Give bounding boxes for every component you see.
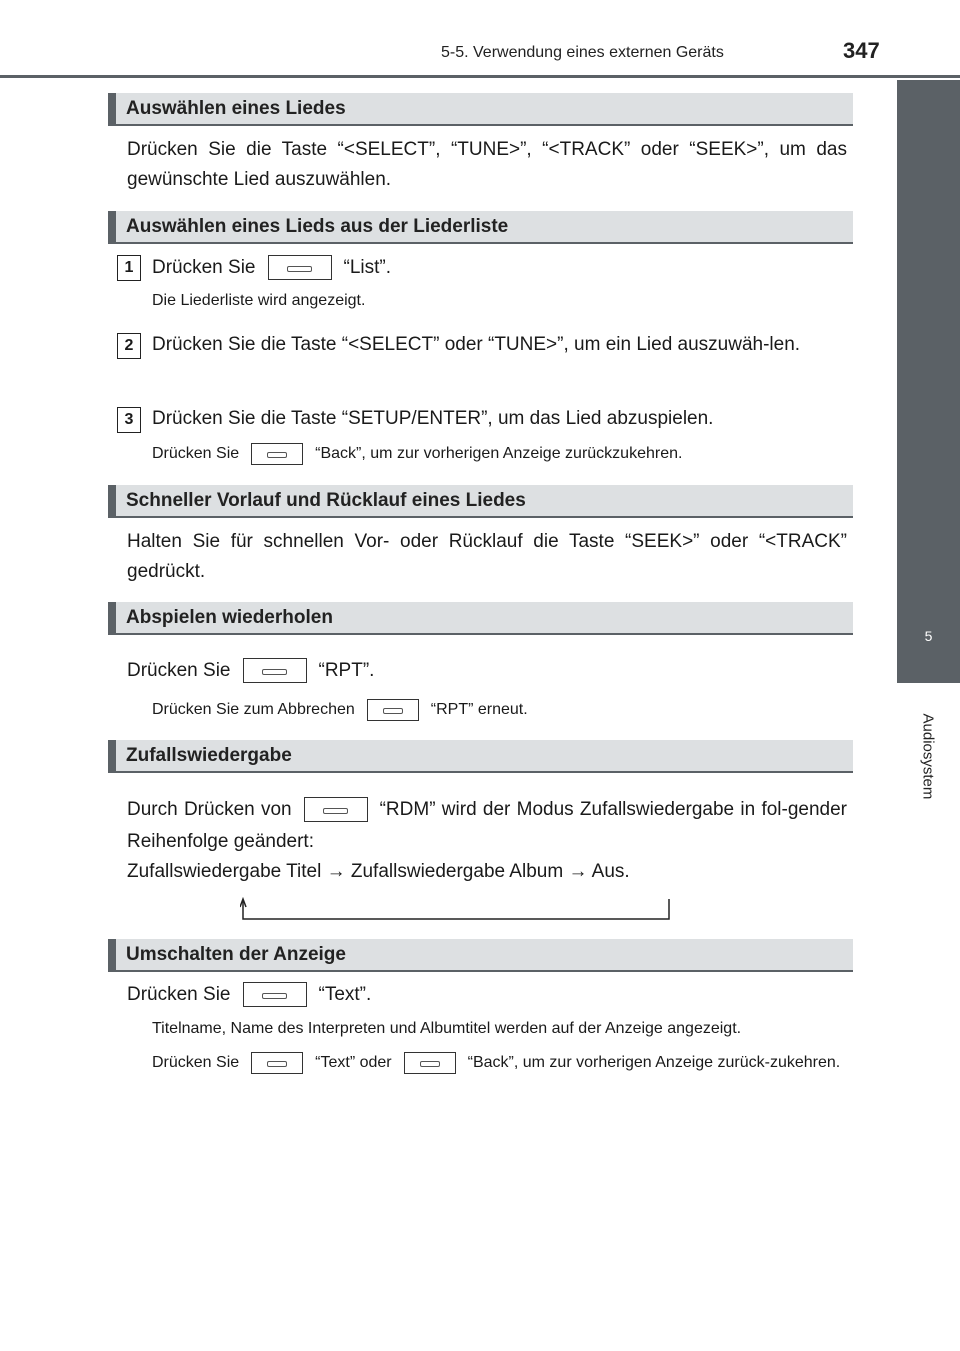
- menu-button-icon: [243, 982, 307, 1007]
- menu-button-icon: [243, 658, 307, 683]
- section-title: Umschalten der Anzeige: [126, 944, 346, 965]
- paragraph-text: Drücken Sie: [127, 660, 231, 681]
- paragraph-text: “Text”.: [318, 984, 372, 1005]
- note-text: “RPT” erneut.: [430, 701, 528, 718]
- step-1: [152, 252, 847, 283]
- section-heading-repeat: [108, 602, 853, 635]
- section-title: Abspielen wiederholen: [126, 607, 333, 628]
- step-1-note: Die Liederliste wird angezeigt.: [152, 292, 366, 309]
- loop-back-arrow: [240, 897, 670, 921]
- note-text: Drücken Sie zum Abbrechen: [152, 701, 355, 718]
- paragraph-text: Drücken Sie: [127, 984, 231, 1005]
- side-tab-number: 5: [897, 601, 960, 683]
- paragraph-display: [127, 980, 847, 1010]
- step-3: Drücken Sie die Taste “SETUP/ENTER”, um das Lied abzuspielen.: [152, 408, 714, 429]
- step-text: Drücken Sie: [152, 257, 256, 278]
- step-3-note: [152, 441, 682, 467]
- step-number-1: 1: [117, 255, 141, 281]
- menu-button-icon: [304, 797, 368, 822]
- section-heading-display: [108, 939, 853, 972]
- section-title: Auswählen eines Liedes: [126, 98, 346, 119]
- step-number-3: 3: [117, 407, 141, 433]
- random-sequence: Zufallswiedergabe Titel → Zufallswiedergabe Album → Aus.: [127, 861, 630, 882]
- note-text: “Text” oder: [315, 1054, 392, 1071]
- side-tab-bar: [897, 80, 960, 601]
- section-title: Auswählen eines Lieds aus der Liederliste: [126, 216, 509, 237]
- side-tab-label: Audiosystem: [919, 713, 937, 800]
- paragraph-text: Durch Drücken von: [127, 799, 292, 820]
- menu-button-icon: [404, 1052, 456, 1074]
- header-section-title: 5-5. Verwendung eines externen Geräts: [441, 44, 724, 61]
- paragraph-text: “RPT”.: [318, 660, 375, 681]
- section-title: Schneller Vorlauf und Rücklauf eines Liedes: [126, 490, 526, 511]
- note-text: “Back”, um zur vorherigen Anzeige zurückzukehren.: [315, 445, 683, 462]
- section-heading-random: [108, 740, 853, 773]
- section-title: Zufallswiedergabe: [126, 745, 292, 766]
- paragraph-repeat: [127, 656, 847, 686]
- paragraph-random: [127, 794, 847, 858]
- header-rule: [0, 75, 960, 78]
- step-2: Drücken Sie die Taste “<SELECT” oder “TUNE>”, um ein Lied auszuwäh-len.: [152, 334, 801, 355]
- menu-button-icon: [367, 699, 419, 721]
- menu-button-icon: [251, 1052, 303, 1074]
- step-text: “List”.: [343, 257, 391, 278]
- display-note-1: Titelname, Name des Interpreten und Albumtitel werden auf der Anzeige angezeigt.: [152, 1020, 742, 1037]
- step-number-2: 2: [117, 333, 141, 359]
- page-number: 347: [843, 38, 880, 63]
- section-heading-ff-rw: [108, 485, 853, 518]
- paragraph-text: “RDM” wird der Modus Zufallswiedergabe in fol-gender Reihenfolge geändert:: [127, 799, 848, 852]
- note-text: Drücken Sie: [152, 1054, 240, 1071]
- paragraph-ff-rw: Halten Sie für schnellen Vor- oder Rücklauf die Taste “SEEK>” oder “<TRACK” gedrückt.: [127, 531, 847, 582]
- section-heading-song-list: [108, 211, 853, 244]
- menu-button-icon: [268, 255, 332, 280]
- note-text: Drücken Sie: [152, 445, 240, 462]
- note-text: “Back”, um zur vorherigen Anzeige zurück-zukehren.: [467, 1054, 841, 1071]
- paragraph-select-song: Drücken Sie die Taste “<SELECT”, “TUNE>”, “<TRACK” oder “SEEK>”, um das gewünschte Lied auszuwählen.: [127, 139, 847, 190]
- repeat-note: [152, 697, 528, 723]
- section-heading-select-song: [108, 93, 853, 126]
- menu-button-icon: [251, 443, 303, 465]
- display-note-2: [152, 1050, 847, 1076]
